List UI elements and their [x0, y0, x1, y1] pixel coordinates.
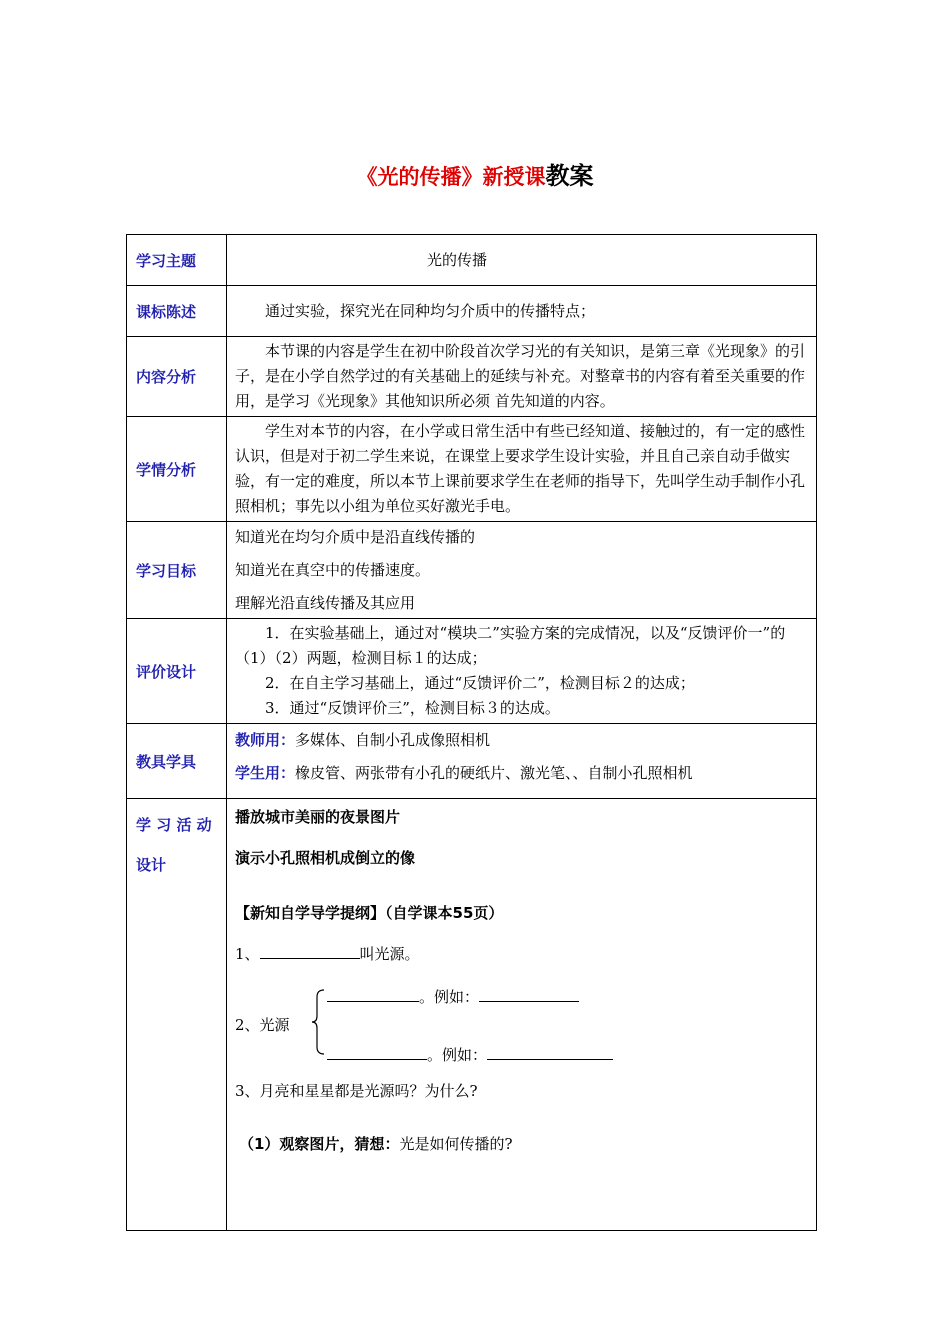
lesson-plan-table [126, 234, 817, 1231]
student-tools-text: 橡皮管、两张带有小孔的硬纸片、激光笔、、自制小孔照相机 [295, 764, 693, 782]
label-evaluation: 评价设计 [127, 619, 227, 724]
q1-blank[interactable] [260, 944, 360, 959]
label-tools: 教具学具 [127, 724, 227, 799]
q2-blank-1[interactable] [327, 987, 419, 1002]
evaluation-item: 1．在实验基础上，通过对“模块二”实验方案的完成情况，以及“反馈评价一”的（1）（2）两题，检测目标１的达成； [235, 624, 786, 667]
question-2 [235, 985, 808, 1067]
cell-goals [227, 522, 817, 619]
label-goals: 学习目标 [127, 522, 227, 619]
content-analysis-text: 本节课的内容是学生在初中阶段首次学习光的有关知识，是第三章《光现象》的引子，是在小学自然学过的有关基础上的延续与补充。对整章书的内容有着至关重要的作用，是学习《光现象》其他知识所必须 首先知道的内容。 [235, 342, 806, 410]
evaluation-item: 3．通过“反馈评价三”，检测目标３的达成。 [265, 699, 560, 717]
q2-example-blank-2[interactable] [487, 1045, 613, 1060]
label-topic: 学习主题 [127, 235, 227, 286]
goal-item: 知道光在真空中的传播速度。 [235, 560, 431, 579]
student-analysis-text: 学生对本节的内容，在小学或日常生活中有些已经知道、接触过的，有一定的感性认识，但是对于初二学生来说，在课堂上要求学生设计实验，并且自己亲自动手做实验，有一定的难度，所以本节上课前要求学生在老师的指导下，先叫学生动手制作小孔照相机；事先以小组为单位买好激光手电。 [235, 422, 806, 515]
row-activity [127, 799, 817, 1231]
document-title [0, 156, 950, 191]
q2-label: 2、光源 [235, 1016, 290, 1034]
activity-line2: 演示小孔照相机成倒立的像 [235, 849, 416, 867]
activity-line1: 播放城市美丽的夜景图片 [235, 808, 401, 826]
label-activity-line2: 设计 [136, 856, 167, 874]
goal-item: 理解光沿直线传播及其应用 [235, 593, 416, 612]
q2-mid-1: 。例如： [419, 988, 480, 1006]
teacher-tools-label: 教师用： [235, 731, 296, 749]
standard-text: 通过实验，探究光在同种均匀介质中的传播特点； [265, 301, 596, 320]
student-tools [235, 761, 808, 786]
cell-topic [227, 235, 817, 286]
label-student-analysis: 学情分析 [127, 417, 227, 522]
question-3: 3、月亮和星星都是光源吗？为什么? [235, 1082, 478, 1100]
cell-student-analysis [227, 417, 817, 522]
row-topic [127, 235, 817, 286]
observe-line [235, 1132, 808, 1157]
q2-line2 [327, 1043, 613, 1068]
q2-mid-2: 。例如： [427, 1046, 488, 1064]
row-goals [127, 522, 817, 619]
q2-blank-2[interactable] [327, 1045, 427, 1060]
q1-prefix: 1、 [235, 945, 260, 963]
cell-evaluation [227, 619, 817, 724]
question-1 [235, 942, 808, 967]
q1-suffix: 叫光源。 [359, 945, 420, 963]
cell-tools [227, 724, 817, 799]
cell-standard [227, 286, 817, 337]
q2-example-blank-1[interactable] [479, 987, 579, 1002]
teacher-tools [235, 728, 808, 753]
observe-bold: （1）观察图片，猜想： [239, 1135, 400, 1153]
row-student-analysis [127, 417, 817, 522]
outline-heading: 【新知自学导学提纲】（自学课本55页） [235, 904, 504, 922]
row-evaluation [127, 619, 817, 724]
title-main: 《光的传播》新授课 [356, 165, 546, 189]
evaluation-item: 2．在自主学习基础上，通过“反馈评价二”，检测目标２的达成； [265, 674, 695, 692]
label-activity [127, 799, 227, 1231]
topic-text: 光的传播 [427, 250, 488, 269]
label-activity-line1: 学 习 活 动 [136, 816, 212, 834]
cell-content-analysis [227, 337, 817, 417]
label-content-analysis: 内容分析 [127, 337, 227, 417]
left-brace-icon [311, 989, 325, 1055]
student-tools-label: 学生用： [235, 764, 296, 782]
label-standard: 课标陈述 [127, 286, 227, 337]
teacher-tools-text: 多媒体、自制小孔成像照相机 [295, 731, 491, 749]
row-tools [127, 724, 817, 799]
q2-line1 [327, 985, 579, 1010]
row-content-analysis [127, 337, 817, 417]
row-standard [127, 286, 817, 337]
goal-item: 知道光在均匀介质中是沿直线传播的 [235, 527, 476, 546]
title-suffix: 教案 [545, 162, 594, 190]
observe-text: 光是如何传播的? [399, 1135, 513, 1153]
cell-activity [227, 799, 817, 1231]
